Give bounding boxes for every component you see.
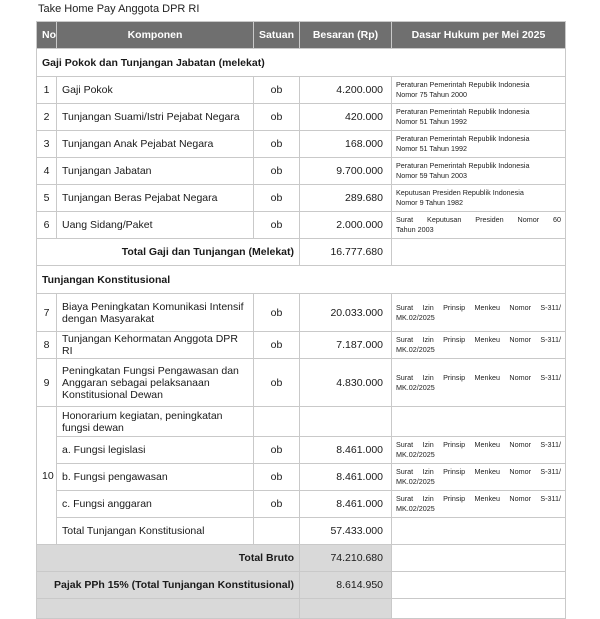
row-komponen: c. Fungsi anggaran bbox=[57, 491, 254, 518]
row-no: 10 bbox=[37, 407, 57, 545]
pay-table bbox=[36, 21, 566, 619]
table-row bbox=[37, 437, 566, 464]
dasar-line: MK.02/2025 bbox=[396, 477, 435, 486]
dasar-line: Peraturan Pemerintah Republik Indonesia bbox=[396, 80, 530, 89]
dasar-line: Nomor 51 Tahun 1992 bbox=[396, 117, 467, 126]
table-row bbox=[37, 185, 566, 212]
dasar-line: MK.02/2025 bbox=[396, 312, 435, 322]
row-satuan: ob bbox=[254, 131, 300, 158]
row-satuan: ob bbox=[254, 437, 300, 464]
row-dasar-hukum bbox=[392, 212, 566, 239]
header-komponen: Komponen bbox=[57, 22, 254, 49]
dasar-line: Surat Izin Prinsip Menkeu Nomor S-311/ bbox=[396, 494, 561, 503]
row-komponen: b. Fungsi pengawasan bbox=[57, 464, 254, 491]
header-dasar-hukum: Dasar Hukum per Mei 2025 bbox=[392, 22, 566, 49]
dasar-line: MK.02/2025 bbox=[396, 382, 435, 392]
row-dasar-hukum bbox=[392, 464, 566, 491]
dasar-line: Surat Izin Prinsip Menkeu Nomor S-311/ bbox=[396, 302, 561, 312]
row-komponen: Peningkatan Fungsi Pengawasan dan Anggaran sebagai pelaksanaan Konstitusional Dewan bbox=[57, 359, 254, 407]
row-dasar-hukum bbox=[392, 294, 566, 332]
dasar-line: Keputusan Presiden Republik Indonesia bbox=[396, 188, 524, 197]
table-row bbox=[37, 359, 566, 407]
section-header bbox=[37, 266, 566, 294]
section1-title: Gaji Pokok dan Tunjangan Jabatan (melekat) bbox=[37, 49, 566, 77]
dasar-line: MK.02/2025 bbox=[396, 450, 435, 459]
row-satuan: ob bbox=[254, 294, 300, 332]
row-besaran: 9.700.000 bbox=[300, 158, 392, 185]
dasar-line: Tahun 2003 bbox=[396, 225, 434, 234]
dasar-line: Surat Keputusan Presiden Nomor 60 bbox=[396, 215, 561, 224]
table-row bbox=[37, 158, 566, 185]
row-dasar-hukum bbox=[392, 104, 566, 131]
row-dasar-hukum bbox=[392, 491, 566, 518]
table-row bbox=[37, 131, 566, 158]
subtotal-row bbox=[37, 518, 566, 545]
page-title: Take Home Pay Anggota DPR RI bbox=[38, 3, 200, 15]
row-besaran: 7.187.000 bbox=[300, 332, 392, 359]
row-satuan: ob bbox=[254, 104, 300, 131]
row-satuan: ob bbox=[254, 491, 300, 518]
table-header-row bbox=[37, 22, 566, 49]
row-besaran: 8.461.000 bbox=[300, 464, 392, 491]
row-satuan: ob bbox=[254, 185, 300, 212]
dasar-line: Nomor 51 Tahun 1992 bbox=[396, 144, 467, 153]
dasar-line: Surat Izin Prinsip Menkeu Nomor S-311/ bbox=[396, 372, 561, 382]
row-no: 5 bbox=[37, 185, 57, 212]
header-besaran: Besaran (Rp) bbox=[300, 22, 392, 49]
row-dasar-hukum bbox=[392, 359, 566, 407]
header-no: No bbox=[37, 22, 57, 49]
row-no: 6 bbox=[37, 212, 57, 239]
row-dasar-hukum bbox=[392, 77, 566, 104]
table-row bbox=[37, 77, 566, 104]
row-satuan: ob bbox=[254, 77, 300, 104]
dasar-line: Peraturan Pemerintah Republik Indonesia bbox=[396, 107, 530, 116]
section2-title: Tunjangan Konstitusional bbox=[37, 266, 566, 294]
bruto-value: 74.210.680 bbox=[300, 545, 392, 572]
row-komponen: Tunjangan Beras Pejabat Negara bbox=[57, 185, 254, 212]
dasar-line: Surat Izin Prinsip Menkeu Nomor S-311/ bbox=[396, 467, 561, 476]
row-komponen: Uang Sidang/Paket bbox=[57, 212, 254, 239]
row-besaran: 2.000.000 bbox=[300, 212, 392, 239]
row-no: 1 bbox=[37, 77, 57, 104]
row-komponen: Tunjangan Jabatan bbox=[57, 158, 254, 185]
row-dasar-hukum bbox=[392, 437, 566, 464]
subtotal-label: Total Gaji dan Tunjangan (Melekat) bbox=[57, 239, 300, 266]
row-no: 3 bbox=[37, 131, 57, 158]
row-besaran: 289.680 bbox=[300, 185, 392, 212]
dasar-line: Peraturan Pemerintah Republik Indonesia bbox=[396, 134, 530, 143]
row-komponen: a. Fungsi legislasi bbox=[57, 437, 254, 464]
table-row bbox=[37, 407, 566, 437]
pajak-row bbox=[37, 572, 566, 599]
table-row bbox=[37, 599, 566, 619]
dasar-line: Surat Izin Prinsip Menkeu Nomor S-311/ bbox=[396, 440, 561, 449]
dasar-line: Nomor 75 Tahun 2000 bbox=[396, 90, 467, 99]
section-header bbox=[37, 49, 566, 77]
row-no: 9 bbox=[37, 359, 57, 407]
row-besaran: 4.830.000 bbox=[300, 359, 392, 407]
row-satuan: ob bbox=[254, 359, 300, 407]
table-row bbox=[37, 491, 566, 518]
table-row bbox=[37, 464, 566, 491]
row-no: 7 bbox=[37, 294, 57, 332]
row-no: 8 bbox=[37, 332, 57, 359]
pajak-value: 8.614.950 bbox=[300, 572, 392, 599]
table-row bbox=[37, 104, 566, 131]
dasar-line: Surat Izin Prinsip Menkeu Nomor S-311/ bbox=[396, 335, 561, 344]
row-komponen: Gaji Pokok bbox=[57, 77, 254, 104]
row-besaran: 8.461.000 bbox=[300, 491, 392, 518]
row-dasar-hukum bbox=[392, 131, 566, 158]
dasar-line: MK.02/2025 bbox=[396, 504, 435, 513]
row-satuan: ob bbox=[254, 464, 300, 491]
row-dasar-hukum bbox=[392, 332, 566, 359]
row-komponen: Tunjangan Anak Pejabat Negara bbox=[57, 131, 254, 158]
dasar-line: Peraturan Pemerintah Republik Indonesia bbox=[396, 161, 530, 170]
table-row bbox=[37, 212, 566, 239]
dasar-line: Nomor 9 Tahun 1982 bbox=[396, 198, 463, 207]
row-satuan: ob bbox=[254, 332, 300, 359]
row-besaran: 420.000 bbox=[300, 104, 392, 131]
subtotal-row bbox=[37, 239, 566, 266]
row-besaran: 168.000 bbox=[300, 131, 392, 158]
row-besaran: 8.461.000 bbox=[300, 437, 392, 464]
row-dasar-hukum bbox=[392, 158, 566, 185]
table-row bbox=[37, 332, 566, 359]
dasar-line: MK.02/2025 bbox=[396, 345, 435, 354]
row-no: 4 bbox=[37, 158, 57, 185]
row-komponen: Honorarium kegiatan, peningkatan fungsi dewan bbox=[57, 407, 254, 437]
row-komponen: Tunjangan Suami/Istri Pejabat Negara bbox=[57, 104, 254, 131]
header-satuan: Satuan bbox=[254, 22, 300, 49]
row-besaran: 20.033.000 bbox=[300, 294, 392, 332]
dasar-line: Nomor 59 Tahun 2003 bbox=[396, 171, 467, 180]
row-no: 2 bbox=[37, 104, 57, 131]
row-komponen: Biaya Peningkatan Komunikasi Intensif dengan Masyarakat bbox=[57, 294, 254, 332]
subtotal-value: 16.777.680 bbox=[300, 239, 392, 266]
bruto-row bbox=[37, 545, 566, 572]
subtotal-label: Total Tunjangan Konstitusional bbox=[57, 518, 254, 545]
row-satuan: ob bbox=[254, 158, 300, 185]
bruto-label: Total Bruto bbox=[37, 545, 300, 572]
subtotal-value: 57.433.000 bbox=[300, 518, 392, 545]
pajak-label: Pajak PPh 15% (Total Tunjangan Konstitusional) bbox=[37, 572, 300, 599]
row-besaran: 4.200.000 bbox=[300, 77, 392, 104]
row-dasar-hukum bbox=[392, 185, 566, 212]
table-row bbox=[37, 294, 566, 332]
row-komponen: Tunjangan Kehormatan Anggota DPR RI bbox=[57, 332, 254, 359]
row-satuan: ob bbox=[254, 212, 300, 239]
